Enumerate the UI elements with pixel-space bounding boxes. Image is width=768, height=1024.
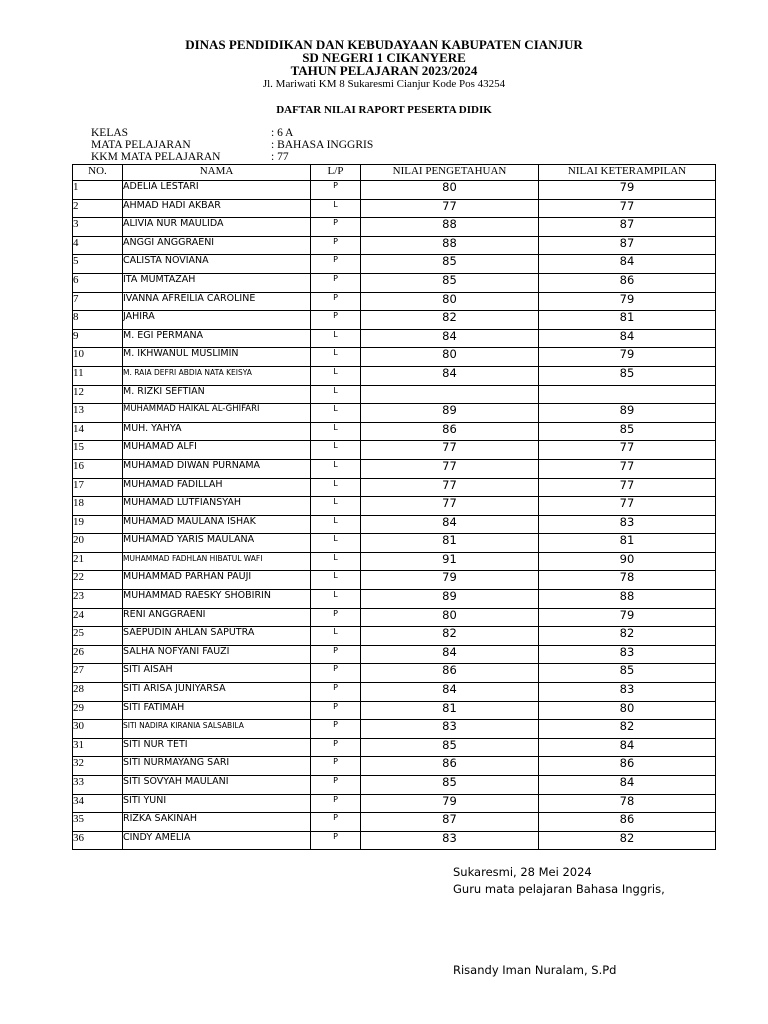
table-row [73, 404, 716, 423]
student-name: IVANNA AFREILIA CAROLINE [123, 292, 311, 311]
nilai-keterampilan: 77 [539, 497, 716, 516]
table-row [73, 385, 716, 404]
table-row [73, 218, 716, 237]
table-row [73, 534, 716, 553]
student-gender: P [311, 813, 361, 832]
student-gender: L [311, 497, 361, 516]
meta-kelas [91, 127, 293, 139]
student-gender: P [311, 701, 361, 720]
student-name: MUHAMMAD RAESKY SHOBIRIN [123, 590, 311, 609]
row-number: 18 [73, 497, 123, 516]
row-number: 17 [73, 478, 123, 497]
nilai-pengetahuan: 81 [361, 534, 539, 553]
row-number: 28 [73, 683, 123, 702]
table-row [73, 441, 716, 460]
table-row [73, 329, 716, 348]
student-name: CALISTA NOVIANA [123, 255, 311, 274]
col-header-lp: L/P [311, 165, 361, 181]
nilai-keterampilan: 82 [539, 831, 716, 850]
nilai-keterampilan: 85 [539, 422, 716, 441]
student-gender: L [311, 329, 361, 348]
nilai-pengetahuan: 80 [361, 348, 539, 367]
student-name: M. RIZKI SEFTIAN [123, 385, 311, 404]
nilai-keterampilan: 84 [539, 738, 716, 757]
nilai-keterampilan: 77 [539, 441, 716, 460]
nilai-pengetahuan: 89 [361, 404, 539, 423]
nilai-keterampilan: 84 [539, 329, 716, 348]
meta-mapel-label: MATA PELAJARAN [91, 139, 191, 151]
student-name: M. EGI PERMANA [123, 329, 311, 348]
student-name: SITI FATIMAH [123, 701, 311, 720]
nilai-pengetahuan: 80 [361, 292, 539, 311]
nilai-pengetahuan: 77 [361, 497, 539, 516]
row-number: 27 [73, 664, 123, 683]
table-row [73, 459, 716, 478]
student-name: MUH. YAHYA [123, 422, 311, 441]
table-row [73, 738, 716, 757]
nilai-pengetahuan: 80 [361, 181, 539, 200]
student-gender: P [311, 664, 361, 683]
student-name: SITI ARISA JUNIYARSA [123, 683, 311, 702]
table-row [73, 776, 716, 795]
student-name: MUHAMMAD PARHAN PAUJI [123, 571, 311, 590]
nilai-pengetahuan: 91 [361, 552, 539, 571]
row-number: 14 [73, 422, 123, 441]
nilai-keterampilan: 79 [539, 348, 716, 367]
nilai-keterampilan: 83 [539, 515, 716, 534]
student-gender: L [311, 534, 361, 553]
nilai-keterampilan: 83 [539, 645, 716, 664]
row-number: 21 [73, 552, 123, 571]
row-number: 12 [73, 385, 123, 404]
table-row [73, 199, 716, 218]
student-name: MUHAMAD MAULANA ISHAK [123, 515, 311, 534]
student-gender: L [311, 385, 361, 404]
nilai-pengetahuan: 86 [361, 664, 539, 683]
row-number: 9 [73, 329, 123, 348]
student-gender: P [311, 255, 361, 274]
student-gender: P [311, 831, 361, 850]
student-gender: L [311, 515, 361, 534]
student-name: ALIVIA NUR MAULIDA [123, 218, 311, 237]
nilai-pengetahuan: 85 [361, 776, 539, 795]
nilai-keterampilan: 89 [539, 404, 716, 423]
table-row [73, 683, 716, 702]
student-gender: P [311, 683, 361, 702]
signature-role: Guru mata pelajaran Bahasa Inggris, [453, 882, 665, 896]
nilai-keterampilan: 83 [539, 683, 716, 702]
row-number: 29 [73, 701, 123, 720]
nilai-pengetahuan [361, 385, 539, 404]
row-number: 30 [73, 720, 123, 739]
meta-mapel [91, 139, 373, 151]
nilai-keterampilan: 77 [539, 199, 716, 218]
row-number: 4 [73, 236, 123, 255]
student-name: ITA MUMTAZAH [123, 273, 311, 292]
student-name: ADELIA LESTARI [123, 181, 311, 200]
student-gender: L [311, 404, 361, 423]
student-name: SITI AISAH [123, 664, 311, 683]
nilai-keterampilan: 87 [539, 218, 716, 237]
nilai-keterampilan: 86 [539, 813, 716, 832]
nilai-pengetahuan: 88 [361, 218, 539, 237]
student-name: MUHAMMAD FADHLAN HIBATUL WAFI [123, 552, 311, 571]
nilai-pengetahuan: 85 [361, 273, 539, 292]
table-row [73, 813, 716, 832]
nilai-pengetahuan: 83 [361, 720, 539, 739]
student-gender: P [311, 218, 361, 237]
meta-kkm [91, 151, 289, 163]
nilai-keterampilan: 79 [539, 608, 716, 627]
header-agency: DINAS PENDIDIKAN DAN KEBUDAYAAN KABUPATEN CIANJUR [185, 37, 583, 52]
row-number: 16 [73, 459, 123, 478]
nilai-pengetahuan: 86 [361, 422, 539, 441]
nilai-pengetahuan: 79 [361, 571, 539, 590]
student-gender: P [311, 720, 361, 739]
table-row [73, 181, 716, 200]
table-row [73, 273, 716, 292]
nilai-keterampilan: 80 [539, 701, 716, 720]
meta-mapel-value: : BAHASA INGGRIS [271, 139, 374, 151]
row-number: 13 [73, 404, 123, 423]
student-gender: P [311, 236, 361, 255]
table-row [73, 311, 716, 330]
row-number: 35 [73, 813, 123, 832]
nilai-pengetahuan: 82 [361, 311, 539, 330]
header-address: Jl. Mariwati KM 8 Sukaresmi Cianjur Kode Pos 43254 [262, 78, 506, 90]
nilai-pengetahuan: 85 [361, 738, 539, 757]
nilai-pengetahuan: 77 [361, 441, 539, 460]
nilai-pengetahuan: 84 [361, 329, 539, 348]
table-row [73, 422, 716, 441]
row-number: 10 [73, 348, 123, 367]
nilai-pengetahuan: 84 [361, 366, 539, 385]
signature-place-date: Sukaresmi, 28 Mei 2024 [453, 865, 592, 879]
student-name: SITI NURMAYANG SARI [123, 757, 311, 776]
row-number: 5 [73, 255, 123, 274]
row-number: 26 [73, 645, 123, 664]
row-number: 31 [73, 738, 123, 757]
nilai-keterampilan: 86 [539, 273, 716, 292]
nilai-pengetahuan: 84 [361, 515, 539, 534]
meta-kelas-value: : 6 A [271, 127, 294, 139]
student-name: MUHAMAD DIWAN PURNAMA [123, 459, 311, 478]
student-gender: P [311, 645, 361, 664]
student-name: CINDY AMELIA [123, 831, 311, 850]
col-header-nilai-keterampilan: NILAI KETERAMPILAN [539, 165, 716, 181]
table-row [73, 627, 716, 646]
row-number: 25 [73, 627, 123, 646]
student-gender: L [311, 441, 361, 460]
student-gender: P [311, 311, 361, 330]
table-row [73, 645, 716, 664]
row-number: 6 [73, 273, 123, 292]
student-gender: L [311, 552, 361, 571]
row-number: 20 [73, 534, 123, 553]
table-row [73, 515, 716, 534]
student-gender: P [311, 608, 361, 627]
nilai-pengetahuan: 86 [361, 757, 539, 776]
student-gender: L [311, 422, 361, 441]
student-gender: P [311, 273, 361, 292]
nilai-keterampilan: 82 [539, 627, 716, 646]
student-name: ANGGI ANGGRAENI [123, 236, 311, 255]
student-name: SITI NUR TETI [123, 738, 311, 757]
student-name: MUHAMAD ALFI [123, 441, 311, 460]
row-number: 11 [73, 366, 123, 385]
student-name: MUHAMMAD HAIKAL AL-GHIFARI [123, 404, 311, 423]
table-row [73, 348, 716, 367]
student-name: MUHAMAD LUTFIANSYAH [123, 497, 311, 516]
student-gender: L [311, 478, 361, 497]
nilai-keterampilan: 78 [539, 794, 716, 813]
row-number: 19 [73, 515, 123, 534]
student-name: JAHIRA [123, 311, 311, 330]
document-title: DAFTAR NILAI RAPORT PESERTA DIDIK [276, 104, 492, 116]
student-gender: L [311, 590, 361, 609]
student-gender: P [311, 181, 361, 200]
student-name: SITI YUNI [123, 794, 311, 813]
row-number: 1 [73, 181, 123, 200]
student-name: SALHA NOFYANI FAUZI [123, 645, 311, 664]
meta-kkm-label: KKM MATA PELAJARAN [91, 151, 221, 163]
header-year: TAHUN PELAJARAN 2023/2024 [290, 63, 478, 78]
nilai-keterampilan [539, 385, 716, 404]
nilai-pengetahuan: 81 [361, 701, 539, 720]
nilai-keterampilan: 81 [539, 311, 716, 330]
col-header-nama: NAMA [123, 165, 311, 181]
nilai-pengetahuan: 77 [361, 478, 539, 497]
row-number: 36 [73, 831, 123, 850]
student-gender: P [311, 292, 361, 311]
nilai-pengetahuan: 82 [361, 627, 539, 646]
table-row [73, 236, 716, 255]
row-number: 32 [73, 757, 123, 776]
student-gender: L [311, 366, 361, 385]
table-row [73, 366, 716, 385]
nilai-pengetahuan: 79 [361, 794, 539, 813]
table-row [73, 701, 716, 720]
nilai-keterampilan: 84 [539, 776, 716, 795]
nilai-keterampilan: 79 [539, 181, 716, 200]
table-row [73, 478, 716, 497]
row-number: 33 [73, 776, 123, 795]
nilai-keterampilan: 86 [539, 757, 716, 776]
row-number: 24 [73, 608, 123, 627]
student-name: SITI NADIRA KIRANIA SALSABILA [123, 720, 311, 739]
student-name: SAEPUDIN AHLAN SAPUTRA [123, 627, 311, 646]
meta-kkm-value: : 77 [271, 151, 289, 163]
table-header-row [73, 165, 716, 181]
nilai-keterampilan: 88 [539, 590, 716, 609]
table-row [73, 664, 716, 683]
nilai-keterampilan: 85 [539, 664, 716, 683]
student-name: AHMAD HADI AKBAR [123, 199, 311, 218]
student-name: SITI SOVYAH MAULANI [123, 776, 311, 795]
nilai-keterampilan: 81 [539, 534, 716, 553]
table-row [73, 831, 716, 850]
table-row [73, 794, 716, 813]
student-gender: L [311, 459, 361, 478]
student-name: MUHAMAD FADILLAH [123, 478, 311, 497]
student-name: MUHAMAD YARIS MAULANA [123, 534, 311, 553]
student-gender: P [311, 776, 361, 795]
nilai-pengetahuan: 89 [361, 590, 539, 609]
nilai-pengetahuan: 88 [361, 236, 539, 255]
student-name: M. IKHWANUL MUSLIMIN [123, 348, 311, 367]
nilai-keterampilan: 77 [539, 459, 716, 478]
row-number: 8 [73, 311, 123, 330]
row-number: 7 [73, 292, 123, 311]
table-row [73, 292, 716, 311]
nilai-keterampilan: 85 [539, 366, 716, 385]
table-row [73, 571, 716, 590]
header-school: SD NEGERI 1 CIKANYERE [302, 50, 466, 65]
table-row [73, 552, 716, 571]
student-name: RENI ANGGRAENI [123, 608, 311, 627]
student-gender: P [311, 757, 361, 776]
nilai-keterampilan: 78 [539, 571, 716, 590]
row-number: 15 [73, 441, 123, 460]
grades-table [72, 164, 716, 850]
nilai-keterampilan: 77 [539, 478, 716, 497]
nilai-pengetahuan: 84 [361, 645, 539, 664]
nilai-pengetahuan: 80 [361, 608, 539, 627]
row-number: 2 [73, 199, 123, 218]
student-gender: L [311, 571, 361, 590]
row-number: 3 [73, 218, 123, 237]
nilai-pengetahuan: 77 [361, 199, 539, 218]
signature-name: Risandy Iman Nuralam, S.Pd [453, 963, 617, 977]
row-number: 23 [73, 590, 123, 609]
nilai-keterampilan: 84 [539, 255, 716, 274]
nilai-keterampilan: 82 [539, 720, 716, 739]
nilai-pengetahuan: 85 [361, 255, 539, 274]
student-name: RIZKA SAKINAH [123, 813, 311, 832]
col-header-nilai-pengetahuan: NILAI PENGETAHUAN [361, 165, 539, 181]
student-gender: P [311, 738, 361, 757]
row-number: 34 [73, 794, 123, 813]
student-gender: L [311, 199, 361, 218]
col-header-no: NO. [73, 165, 123, 181]
nilai-keterampilan: 87 [539, 236, 716, 255]
nilai-pengetahuan: 83 [361, 831, 539, 850]
student-gender: L [311, 627, 361, 646]
table-row [73, 757, 716, 776]
nilai-keterampilan: 90 [539, 552, 716, 571]
table-row [73, 608, 716, 627]
table-row [73, 720, 716, 739]
table-row [73, 497, 716, 516]
row-number: 22 [73, 571, 123, 590]
table-row [73, 255, 716, 274]
nilai-pengetahuan: 77 [361, 459, 539, 478]
meta-kelas-label: KELAS [91, 127, 129, 139]
student-gender: L [311, 348, 361, 367]
nilai-keterampilan: 79 [539, 292, 716, 311]
nilai-pengetahuan: 87 [361, 813, 539, 832]
student-gender: P [311, 794, 361, 813]
nilai-pengetahuan: 84 [361, 683, 539, 702]
table-row [73, 590, 716, 609]
student-name: M. RAIA DEFRI ABDIA NATA KEISYA [123, 366, 311, 385]
